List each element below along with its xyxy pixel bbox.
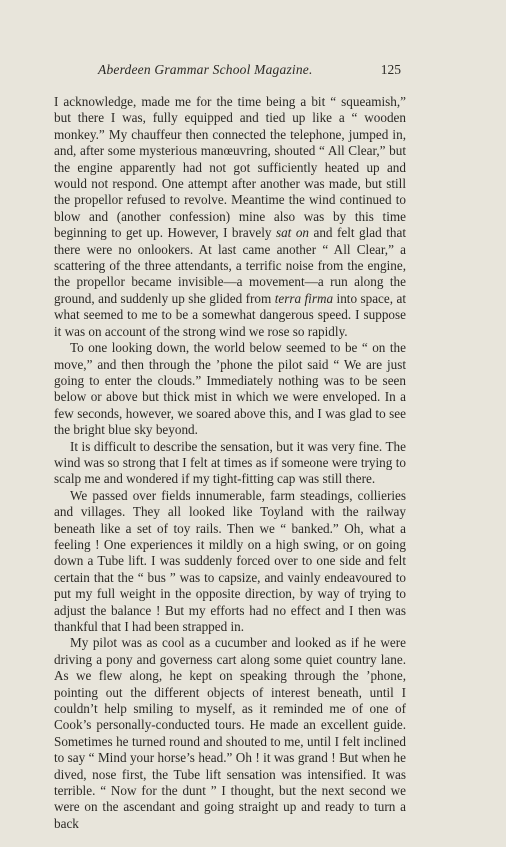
- text-run: To one looking down, the world below seemed to be “ on the move,” and then through the ’phone the pilot said “ We are just going to enter the clouds.” Immediately nothing was to be seen below or above but thick mist in which we were enveloped. In a few seconds, however, we soared above this, and I was glad to see the bright blue sky beyond.: [54, 340, 406, 438]
- paragraph: [54, 635, 406, 832]
- paragraph: [54, 94, 406, 340]
- italic-phrase: sat on: [275, 225, 310, 241]
- text-run: We passed over fields innumerable, farm steadings, collieries and villages. They all looked like Toyland with the railway beneath like a set of toy rails. Then we “ banked.” Oh, what a feeling ! One experiences it mildly on a high swing, or on going down a Tube lift. I was suddenly forced over to one side and felt certain that the “ bus ” was to capsize, and vainly endeavoured to put my full weight in the opposite direction, by way of trying to adjust the balance ! But my efforts had no effect and I then was thankful that I had been strapped in.: [54, 487, 406, 634]
- text-run: and felt glad that there were no onlookers. At last came another “ All Clear,” a scattering of the three attendants, a terrific noise from the engine, the propellor became invisible—a movement—a run along the ground, and suddenly up she glided from: [54, 225, 407, 306]
- paragraph: [54, 439, 406, 488]
- running-title: Aberdeen Grammar School Magazine.: [98, 62, 313, 77]
- page-header: [98, 62, 401, 82]
- article-body: [54, 94, 406, 832]
- page-number: 125: [380, 62, 401, 77]
- paragraph: [54, 488, 406, 636]
- text-run: My pilot was as cool as a cucumber and looked as if he were driving a pony and governess cart along some quiet country lane. As we flew along, he kept on speaking through the ’phone, pointing out the different objects of interest beneath, until I couldn’t help smiling to myself, as it reminded me of one of Cook’s personally-conducted tours. He made an excellent guide. Sometimes he turned round and shouted to me, until I felt inclined to say “ Mind your horse’s head.” Oh ! it was grand ! But when he dived, nose first, the Tube lift sensation was intensified. It was terrible. “ Now for the dunt ” I thought, but the next second we were on the ascendant and going straight up and ready to turn a back: [54, 635, 406, 831]
- paragraph: [54, 340, 406, 438]
- italic-phrase: terra firma: [274, 290, 334, 306]
- text-run: I acknowledge, made me for the time being a bit “ squeamish,” but there I was, fully equipped and tied up like a “ wooden monkey.” My chauffeur then connected the telephone, jumped in, and, after some mysterious manœuvring, shouted “ All Clear,” but the engine apparently had not got sufficiently heated up and would not respond. One attempt after another was made, but still the propellor refused to revolve. Meantime the wind continued to blow and (another confession) mine also was by this time beginning to get up. However, I bravely: [54, 94, 406, 241]
- text-run: into space, at what seemed to me to be a somewhat dangerous speed. I suppose it was on account of the strong wind we rose so rapidly.: [54, 290, 406, 339]
- text-run: It is difficult to describe the sensation, but it was very fine. The wind was so strong that I felt at times as if someone were trying to scalp me and wondered if my tight-fitting cap was still there.: [54, 438, 406, 487]
